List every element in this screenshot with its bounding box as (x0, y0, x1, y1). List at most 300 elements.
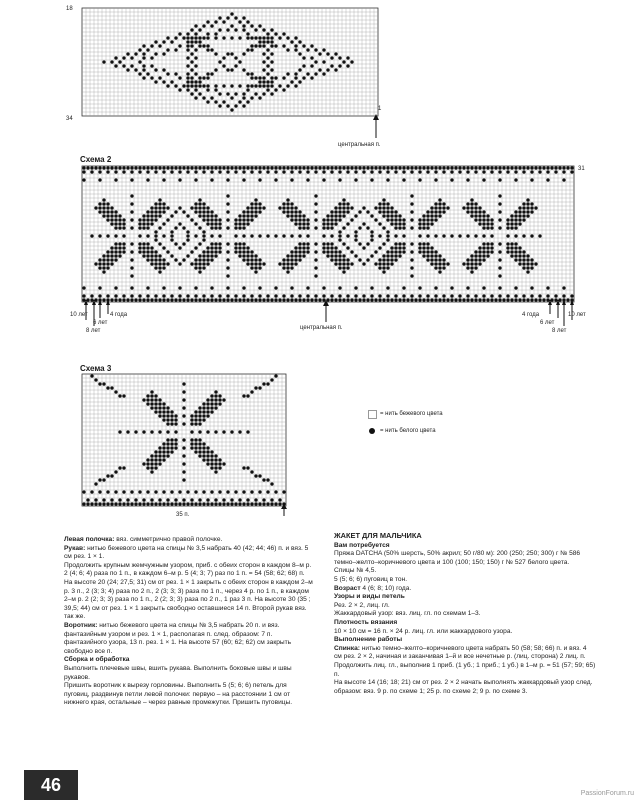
chart-dot (198, 92, 201, 95)
chart-dot (210, 402, 213, 405)
chart-dot (154, 234, 157, 237)
chart-dot (486, 214, 489, 217)
chart-dot (534, 206, 537, 209)
chart-dot (174, 442, 177, 445)
chart-dot (522, 206, 525, 209)
chart-dot (182, 462, 185, 465)
chart-dot (150, 166, 153, 169)
paragraph-text: На высоте 14 (16; 18; 21) см от рез. 2 × 2 начать выполнять жаккардовый узор след. образом: вяз. 9 р. по схеме 1; 25 р. по схеме 2; 9 р. по схеме 3. (334, 679, 593, 695)
chart-dot (166, 48, 169, 51)
chart-dot (258, 24, 261, 27)
chart-dot (474, 262, 477, 265)
chart-dot (250, 72, 253, 75)
chart-dot (210, 170, 213, 173)
chart-dot (318, 166, 321, 169)
chart-dot (218, 402, 221, 405)
chart-dot (174, 226, 177, 229)
chart-dot (398, 254, 401, 257)
chart-dot (166, 502, 169, 505)
chart-dot (414, 166, 417, 169)
chart-dot (170, 502, 173, 505)
chart-dot (402, 166, 405, 169)
chart-dot (330, 246, 333, 249)
chart-dot (210, 166, 213, 169)
chart-dot (206, 72, 209, 75)
chart-dot (158, 458, 161, 461)
chart-dot (230, 166, 233, 169)
chart-dot (346, 258, 349, 261)
schema2-mark-10: 10 лет (70, 312, 88, 318)
chart-dot (182, 242, 185, 245)
chart-dot (514, 294, 517, 297)
chart-dot (218, 222, 221, 225)
chart-dot (110, 502, 113, 505)
chart-dot (206, 32, 209, 35)
chart-dot (478, 210, 481, 213)
chart-dot (394, 166, 397, 169)
chart-dot (158, 454, 161, 457)
chart-dot (110, 214, 113, 217)
chart-dot (230, 12, 233, 15)
chart-dot (170, 442, 173, 445)
chart-dot (422, 214, 425, 217)
chart-dot (234, 170, 237, 173)
chart-dot (434, 266, 437, 269)
chart-dot (262, 52, 265, 55)
chart-dot (246, 214, 249, 217)
chart-dot (210, 490, 213, 493)
chart-dot (214, 458, 217, 461)
chart-dot (350, 166, 353, 169)
chart-dot (254, 206, 257, 209)
chart-dot (326, 250, 329, 253)
paragraph-label: Левая полочка: (64, 536, 115, 543)
chart-dot (526, 262, 529, 265)
chart-dot (138, 250, 141, 253)
chart-dot (110, 498, 113, 501)
chart-dot (226, 16, 229, 19)
chart-dot (394, 254, 397, 257)
chart-dot (158, 406, 161, 409)
chart-dot (202, 294, 205, 297)
chart-dot (218, 170, 221, 173)
chart-dot (194, 502, 197, 505)
chart-dot (254, 92, 257, 95)
chart-dot (234, 246, 237, 249)
chart-dot (162, 52, 165, 55)
chart-dot (410, 258, 413, 261)
chart-dot (142, 498, 145, 501)
chart-dot (218, 462, 221, 465)
chart-dot (410, 294, 413, 297)
chart-dot (418, 222, 421, 225)
chart-dot (178, 88, 181, 91)
chart-dot (242, 68, 245, 71)
chart-dot (262, 206, 265, 209)
chart-dot (382, 270, 385, 273)
chart-dot (518, 166, 521, 169)
chart-dot (230, 498, 233, 501)
chart-dot (442, 294, 445, 297)
chart-dot (190, 28, 193, 31)
chart-dot (294, 262, 297, 265)
chart-dot (498, 202, 501, 205)
chart-dot (210, 242, 213, 245)
chart-dot (346, 246, 349, 249)
chart-dot (154, 502, 157, 505)
chart-dot (518, 218, 521, 221)
chart-dot (374, 166, 377, 169)
chart-dot (118, 246, 121, 249)
chart-dot (342, 60, 345, 63)
chart-dot (162, 170, 165, 173)
chart-dot (218, 92, 221, 95)
chart-dot (102, 270, 105, 273)
chart-dot (82, 286, 85, 289)
chart-dot (150, 246, 153, 249)
chart-dot (570, 166, 573, 169)
chart-dot (258, 170, 261, 173)
chart-dot (82, 178, 85, 181)
chart-dot (182, 454, 185, 457)
chart-dot (154, 262, 157, 265)
chart-dot (182, 210, 185, 213)
chart-dot (326, 242, 329, 245)
chart-dot (146, 210, 149, 213)
paragraph: Плотность вязания (334, 618, 398, 626)
chart-dot (330, 258, 333, 261)
chart-dot (242, 250, 245, 253)
chart-dot (138, 242, 141, 245)
chart-dot (218, 466, 221, 469)
chart-dot (514, 178, 517, 181)
chart-dot (338, 230, 341, 233)
chart-dot (390, 214, 393, 217)
chart-dot (470, 198, 473, 201)
chart-dot (310, 44, 313, 47)
paragraph: Узоры и виды петель (334, 593, 405, 601)
chart-dot (90, 166, 93, 169)
chart-dot (182, 406, 185, 409)
chart-dot (106, 234, 109, 237)
chart-dot (422, 246, 425, 249)
chart-dot (314, 218, 317, 221)
chart-dot (294, 214, 297, 217)
chart-dot (390, 210, 393, 213)
chart-dot (250, 254, 253, 257)
chart-dot (490, 246, 493, 249)
chart-dot (554, 170, 557, 173)
chart-dot (530, 262, 533, 265)
schema2-row-top: 31 (578, 166, 585, 172)
chart-dot (290, 250, 293, 253)
chart-dot (262, 498, 265, 501)
chart-dot (170, 254, 173, 257)
chart-dot (142, 76, 145, 79)
chart-dot (218, 104, 221, 107)
chart-dot (510, 246, 513, 249)
chart-dot (326, 222, 329, 225)
chart-dot (222, 84, 225, 87)
chart-dot (298, 254, 301, 257)
chart-dot (522, 266, 525, 269)
chart-dot (294, 36, 297, 39)
chart-dot (214, 88, 217, 91)
chart-dot (150, 222, 153, 225)
chart-dot (274, 44, 277, 47)
chart-dot (118, 394, 121, 397)
chart-dot (194, 56, 197, 59)
chart-dot (154, 202, 157, 205)
chart-dot (338, 258, 341, 261)
chart-dot (122, 166, 125, 169)
chart-dot (122, 490, 125, 493)
chart-dot (434, 170, 437, 173)
chart-dot (146, 502, 149, 505)
chart-dot (382, 254, 385, 257)
chart-dot (122, 170, 125, 173)
chart-dot (142, 502, 145, 505)
chart-dot (182, 414, 185, 417)
chart-dot (518, 250, 521, 253)
chart-dot (194, 294, 197, 297)
chart-dot (146, 222, 149, 225)
chart-dot (202, 414, 205, 417)
schema1-row-bottom: 34 (66, 116, 73, 122)
chart-dot (334, 166, 337, 169)
chart-dot (202, 238, 205, 241)
chart-dot (510, 242, 513, 245)
chart-dot (354, 294, 357, 297)
chart-dot (138, 490, 141, 493)
chart-dot (338, 234, 341, 237)
chart-dot (266, 40, 269, 43)
chart-dot (114, 178, 117, 181)
chart-dot (378, 202, 381, 205)
chart-dot (482, 294, 485, 297)
chart-dot (170, 80, 173, 83)
chart-dot (242, 254, 245, 257)
chart-dot (322, 246, 325, 249)
chart-dot (154, 466, 157, 469)
chart-dot (374, 262, 377, 265)
chart-dot (202, 36, 205, 39)
chart-dot (418, 166, 421, 169)
chart-dot (522, 218, 525, 221)
chart-dot (134, 166, 137, 169)
chart-dot (230, 84, 233, 87)
chart-dot (258, 258, 261, 261)
chart-dot (210, 502, 213, 505)
chart-dot (338, 170, 341, 173)
chart-dot (298, 226, 301, 229)
chart-dot (186, 84, 189, 87)
chart-dot (114, 218, 117, 221)
chart-dot (254, 76, 257, 79)
chart-dot (318, 52, 321, 55)
chart-dot (466, 206, 469, 209)
chart-dot (138, 60, 141, 63)
chart-dot (206, 218, 209, 221)
chart-dot (358, 226, 361, 229)
chart-dot (202, 210, 205, 213)
chart-dot (194, 450, 197, 453)
chart-dot (382, 266, 385, 269)
chart-dot (250, 210, 253, 213)
chart-dot (202, 258, 205, 261)
chart-dot (230, 96, 233, 99)
chart-dot (386, 218, 389, 221)
chart-dot (214, 254, 217, 257)
chart-dot (238, 222, 241, 225)
chart-dot (162, 414, 165, 417)
chart-dot (118, 226, 121, 229)
chart-dot (426, 218, 429, 221)
chart-dot (98, 286, 101, 289)
chart-dot (254, 202, 257, 205)
chart-dot (394, 226, 397, 229)
chart-dot (242, 214, 245, 217)
chart-dot (350, 250, 353, 253)
chart-dot (314, 210, 317, 213)
chart-dot (330, 214, 333, 217)
chart-dot (438, 166, 441, 169)
chart-dot (366, 258, 369, 261)
chart-dot (350, 218, 353, 221)
chart-dot (198, 80, 201, 83)
chart-dot (138, 218, 141, 221)
chart-dot (186, 490, 189, 493)
chart-dot (402, 226, 405, 229)
chart-dot (210, 234, 213, 237)
chart-dot (534, 166, 537, 169)
chart-dot (250, 390, 253, 393)
chart-dot (194, 266, 197, 269)
chart-dot (138, 234, 141, 237)
paragraph-label: Спинка: (334, 644, 360, 652)
chart-dot (202, 502, 205, 505)
chart-dot (514, 250, 517, 253)
chart-dot (174, 36, 177, 39)
chart-dot (274, 88, 277, 91)
chart-dot (326, 226, 329, 229)
chart-dot (194, 210, 197, 213)
chart-dot (210, 462, 213, 465)
chart-dot (198, 40, 201, 43)
chart-dot (146, 490, 149, 493)
chart-dot (246, 430, 249, 433)
chart-dot (442, 166, 445, 169)
chart-dot (238, 246, 241, 249)
chart-dot (450, 286, 453, 289)
chart-dot (114, 214, 117, 217)
chart-dot (314, 166, 317, 169)
chart-dot (282, 258, 285, 261)
chart-dot (146, 286, 149, 289)
chart-dot (162, 258, 165, 261)
chart-dot (162, 502, 165, 505)
chart-dot (306, 246, 309, 249)
chart-dot (342, 254, 345, 257)
chart-dot (498, 170, 501, 173)
chart-dot (254, 210, 257, 213)
chart-dot (194, 24, 197, 27)
chart-dot (174, 498, 177, 501)
chart-dot (182, 502, 185, 505)
chart-dot (254, 498, 257, 501)
chart-dot (238, 430, 241, 433)
chart-dot (154, 170, 157, 173)
chart-dot (206, 48, 209, 51)
chart-dot (266, 80, 269, 83)
chart-dot (174, 84, 177, 87)
chart-dot (150, 214, 153, 217)
chart-dot (354, 214, 357, 217)
chart-dot (210, 294, 213, 297)
chart-dot (346, 64, 349, 67)
chart-dot (470, 210, 473, 213)
chart-dot (182, 382, 185, 385)
chart-dot (174, 210, 177, 213)
chart-dot (126, 68, 129, 71)
chart-dot (322, 60, 325, 63)
chart-dot (226, 226, 229, 229)
chart-dot (130, 202, 133, 205)
chart-dot (114, 286, 117, 289)
chart-dot (422, 254, 425, 257)
chart-dot (182, 470, 185, 473)
chart-dot (294, 48, 297, 51)
chart-dot (130, 210, 133, 213)
chart-dot (154, 52, 157, 55)
schema3-bottom-label: 35 п. (176, 512, 190, 518)
chart-dot (378, 234, 381, 237)
chart-dot (230, 24, 233, 27)
chart-dot (214, 226, 217, 229)
chart-dot (150, 258, 153, 261)
chart-dot (566, 166, 569, 169)
chart-dot (418, 218, 421, 221)
chart-dot (254, 258, 257, 261)
chart-dot (146, 398, 149, 401)
chart-dot (222, 398, 225, 401)
chart-dot (190, 60, 193, 63)
chart-dot (158, 462, 161, 465)
chart-dot (310, 76, 313, 79)
chart-dot (182, 498, 185, 501)
chart-dot (258, 490, 261, 493)
chart-dot (246, 262, 249, 265)
chart-dot (242, 286, 245, 289)
paragraph (64, 536, 314, 545)
chart-dot (94, 482, 97, 485)
chart-dot (246, 222, 249, 225)
chart-dot (142, 226, 145, 229)
chart-dot (418, 286, 421, 289)
chart-dot (82, 166, 85, 169)
chart-dot (266, 166, 269, 169)
chart-dot (302, 250, 305, 253)
chart-dot (190, 442, 193, 445)
chart-dot (346, 202, 349, 205)
chart-dot (286, 266, 289, 269)
chart-dot (102, 258, 105, 261)
chart-dot (538, 234, 541, 237)
chart-dot (138, 72, 141, 75)
chart-dot (170, 418, 173, 421)
chart-dot (474, 218, 477, 221)
chart-dot (114, 170, 117, 173)
